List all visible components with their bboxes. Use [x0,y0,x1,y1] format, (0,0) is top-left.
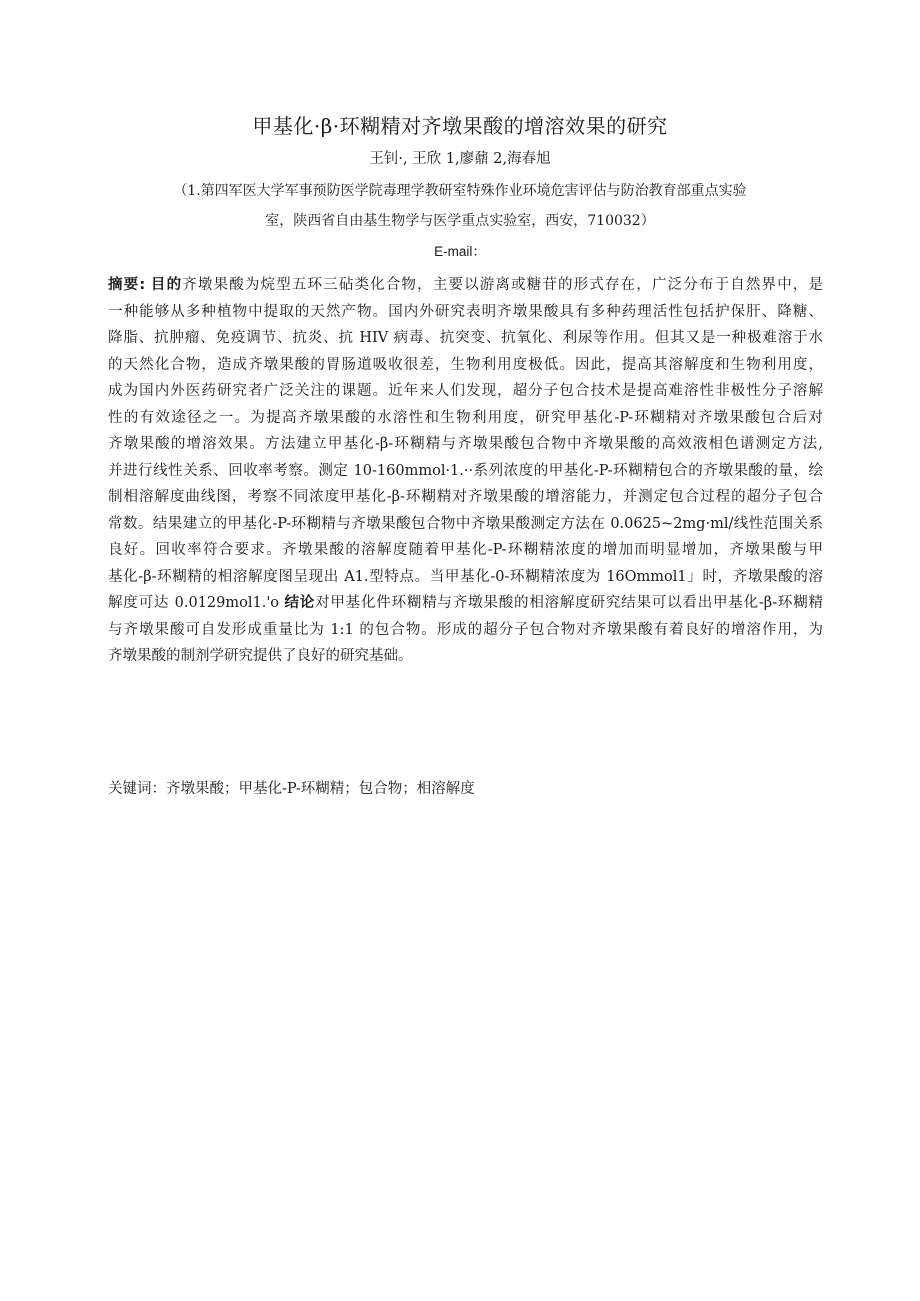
author-list: 王钊·, 王欣 1,廖鼐 2,海春旭 [369,151,551,167]
abstract-line: 基化-β-环糊精的相溶解度图呈现出 A1.型特点。当甲基化-0-环糊精浓度为 16Ommol1」时，齐墩果酸的溶 [108,568,823,585]
abstract-label: 摘要: [108,277,146,293]
abstract-line: 良好。回收率符合要求。齐墩果酸的溶解度随着甲基化-P-环糊精浓度的增加而明显增加，齐墩果酸与甲 [108,542,823,558]
keywords-line: 关键词：齐墩果酸；甲基化-P-环糊精；包合物；相溶解度 [108,781,475,797]
abstract-line: 与齐墩果酸可自发形成重量比为 1:1 的包合物。形成的超分子包合物对齐墩果酸有着良好的增溶作用，为 [108,621,823,638]
abstract-line [108,272,823,299]
conclusion-label: 结论 [284,595,316,611]
paper-title: 甲基化·β·环糊精对齐墩果酸的增溶效果的研究 [252,114,668,138]
abstract-line: 常数。结果建立的甲基化-P-环糊精与齐墩果酸包合物中齐墩果酸测定方法在 0.0625~2mg·ml/线性范围关系 [108,515,823,532]
abstract-line: 性的有效途径之一。为提高齐墩果酸的水溶性和生物利用度，研究甲基化-P-环糊精对齐墩果酸包合后对 [108,409,823,426]
abstract-text: 对甲基化件环糊精与齐墩果酸的相溶解度研究结果可以看出甲基化-β-环糊精 [315,595,824,611]
abstract-body [108,272,823,670]
abstract-line: 降脂、抗肿瘤、免疫调节、抗炎、抗 HIV 病毒、抗突变、抗氧化、利尿等作用。但其又是一种极难溶于水 [108,330,823,346]
abstract-line: 并进行线性关系、回收率考察。测定 10-160mmol·1.··系列浓度的甲基化-P-环糊精包合的齐墩果酸的量，绘 [108,462,823,479]
abstract-line [108,590,823,617]
email-label: E-mail： [434,244,486,259]
affiliation-line-1: （1.第四军医大学军事预防医学院毒理学教研室特殊作业环境危害评估与防治教育部重点实验 [173,183,747,199]
abstract-line: 制相溶解度曲线图，考察不同浓度甲基化-β-环糊精对齐墩果酸的增溶能力，并测定包合过程的超分子包合 [108,489,823,505]
abstract-line: 一种能够从多种植物中提取的天然产物。国内外研究表明齐墩果酸具有多种药理活性包括护保肝、降糖、 [108,303,823,320]
abstract-line: 齐墩果酸的制剂学研究提供了良好的研究基础。 [108,648,413,664]
abstract-line: 成为国内外医药研究者广泛关注的课题。近年来人们发现，超分子包合技术是提高难溶性非极性分子溶解 [108,383,823,399]
abstract-text: 解度可达 0.0129mol1.'o [108,595,280,611]
abstract-line: 的天然化合物，造成齐墩果酸的胃肠道吸收很差，生物利用度极低。因此，提高其溶解度和生物利用度， [108,356,823,373]
abstract-text: 齐墩果酸为烷型五环三砧类化合物，主要以游离或糖苷的形式存在，广泛分布于自然界中，是 [182,277,824,293]
abstract-line: 齐墩果酸的增溶效果。方法建立甲基化-β-环糊精与齐墩果酸包合物中齐墩果酸的高效液相色谱测定方法, [108,436,823,452]
objective-label: 目的 [150,277,183,293]
affiliation-line-2: 室，陕西省自由基生物学与医学重点实验室，西安，710032） [265,213,655,229]
